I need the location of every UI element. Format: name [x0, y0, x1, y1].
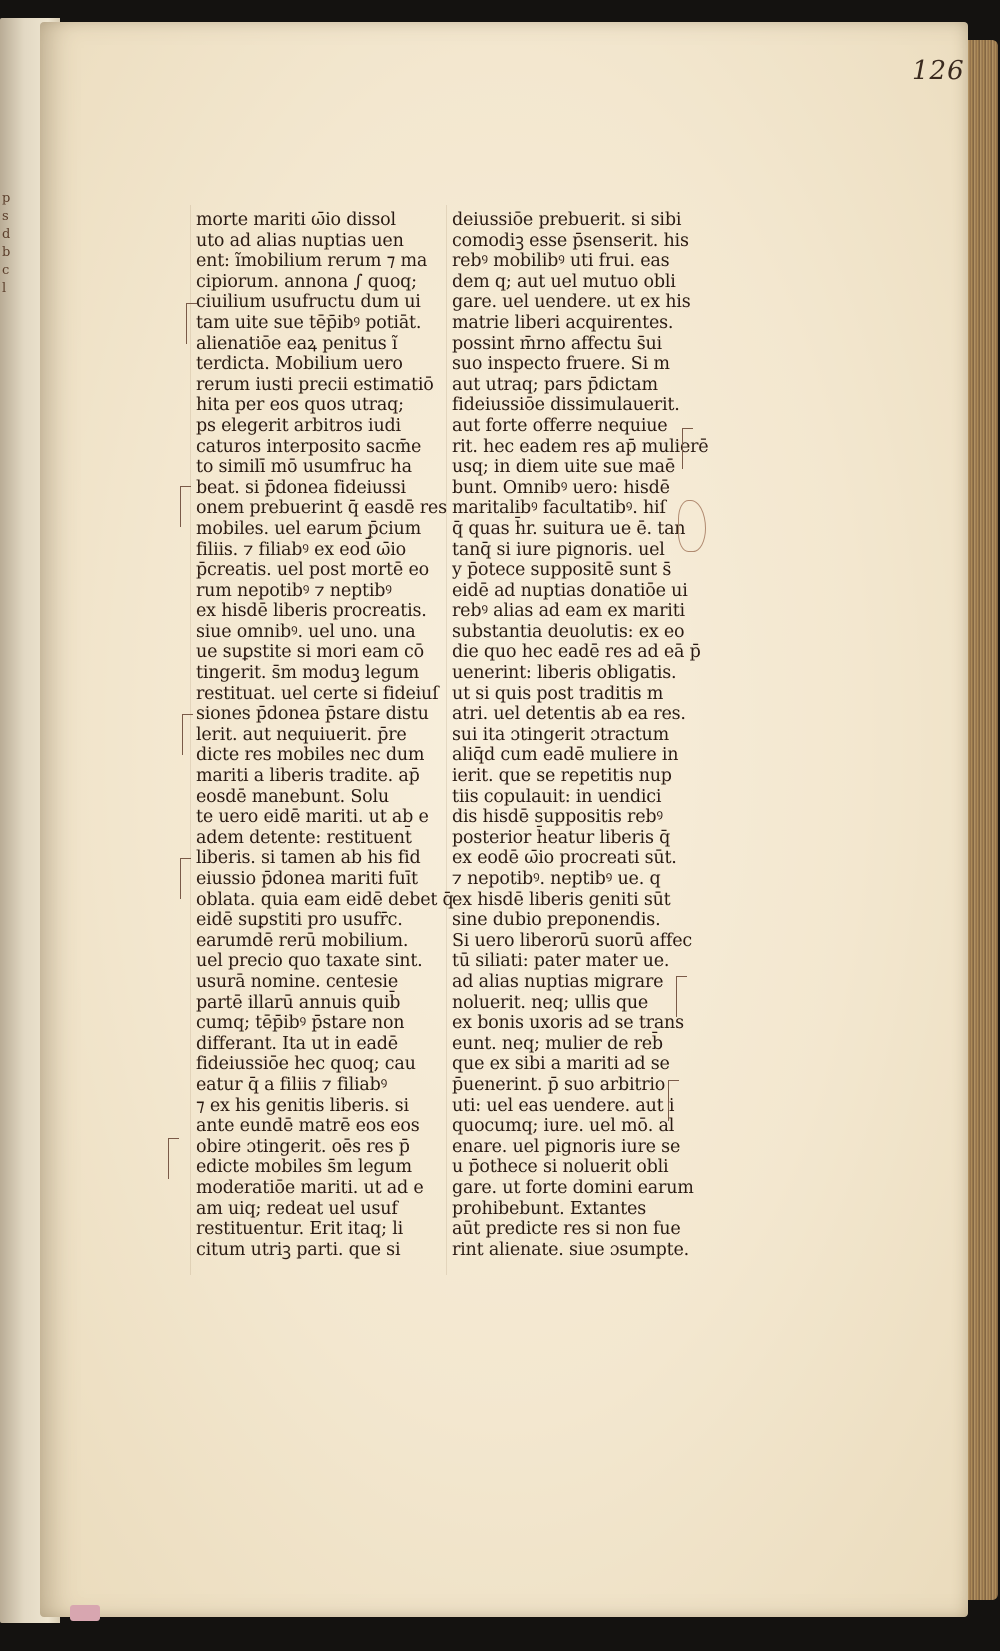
text-line: q̄ quas h̄r. suitura ue ē. tan	[452, 518, 686, 539]
text-line: lerit. aut nequiuerit. p̄re	[196, 724, 407, 745]
text-line: mariti a liberis tradite. ap̄	[196, 766, 420, 787]
text-line: rint alienate. siue ɔsumpte.	[452, 1239, 689, 1260]
text-line: possint m̄rno affectu s̄ui	[452, 333, 662, 354]
text-line: enare. uel pignoris iure se	[452, 1136, 681, 1157]
text-line: p̄creatis. uel post mortē eo	[196, 560, 429, 581]
text-line: uel precio quo taxate sint.	[196, 951, 423, 972]
text-line: maritalibꝰ facultatibꝰ. hiſ	[452, 498, 666, 519]
paragraph-mark	[180, 486, 191, 527]
text-line: caturos interposito sacm̄e	[196, 436, 422, 457]
text-line: deiussiōe prebuerit. si sibi	[452, 210, 682, 230]
text-line: ex bonis uxoris ad se trans	[452, 1013, 684, 1034]
text-line: ierit. que se repetitis nup	[452, 766, 672, 787]
text-line: y p̄otece suppositē sunt s̄	[452, 560, 672, 581]
text-line: ex hisdē liberis geniti sūt	[452, 889, 671, 910]
text-line: quocumq; iure. uel mō. al	[452, 1116, 675, 1137]
text-line: atri. uel detentis ab ea res.	[452, 704, 686, 725]
text-line: bunt. Omnibꝰ uero: hisdē	[452, 477, 670, 498]
left-leaf-margin-letters: p s d b c l	[2, 191, 11, 296]
text-line: ciuilium usufructu dum ui	[196, 292, 421, 313]
text-line: eatur q̄ a filiis ⁊ filiabꝰ	[196, 1074, 388, 1095]
text-line: p̄uenerint. p̄ suo arbitrio	[452, 1074, 666, 1095]
ruling-line-b	[446, 205, 447, 1275]
text-column-left	[196, 210, 454, 1260]
text-line: eidē ad nuptias donatiōe ui	[452, 580, 688, 601]
text-line: prohibebunt. Extantes	[452, 1198, 646, 1219]
text-line: ue suꝑstite si mori eam cō	[196, 642, 424, 663]
text-line: uti: uel eas uendere. aut i	[452, 1095, 675, 1116]
text-line: fideiussiōe dissimulauerit.	[452, 395, 680, 416]
text-line: ad alias nuptias migrare	[452, 971, 664, 992]
text-line: ex hisdē liberis procreatis.	[196, 601, 427, 622]
text-line: sine dubio preponendis.	[452, 910, 661, 931]
text-line: posterior h̄eatur liberis q̄	[452, 827, 671, 848]
text-line: tam uite sue tēp̄ibꝰ potiāt.	[196, 312, 422, 333]
text-line: rit. hec eadem res ap̄ mulierē	[452, 436, 709, 457]
text-line: substantia deuolutis: ex eo	[452, 621, 685, 642]
text-line: aliq̄d cum eadē muliere in	[452, 745, 679, 766]
text-line: cumq; tēp̄ibꝰ p̄stare non	[196, 1013, 405, 1034]
text-line: Si uero liberorū suorū affec	[452, 930, 693, 951]
text-line: gare. ut forte domini earum	[452, 1177, 694, 1198]
text-line: suo inspecto fruere. Si m	[452, 354, 670, 375]
text-line: comodiꝫ esse p̄senserit. his	[452, 230, 689, 251]
paragraph-mark	[682, 428, 693, 469]
text-line: eiussio p̄donea mariti fuīt	[196, 869, 418, 889]
text-line: moderatiōe mariti. ut ad e	[196, 1177, 424, 1198]
text-line: terdicta. Mobilium uero	[196, 354, 403, 375]
text-line: morte mariti ω̄io dissol	[196, 210, 396, 230]
text-line: que ex sibi a mariti ad se	[452, 1054, 670, 1075]
text-line: eunt. neq; mulier de reb̄	[452, 1033, 663, 1054]
text-line: die quo hec eadē res ad eā p̄	[452, 642, 701, 663]
paragraph-mark	[668, 1080, 679, 1121]
text-line: dis hisdē suppositis rebꝰ	[452, 807, 663, 828]
text-line: sui ita ɔtingerit ɔtractum	[452, 724, 669, 745]
text-line: uto ad alias nuptias uen	[196, 230, 404, 251]
text-line: dicte res mobiles nec dum	[196, 745, 425, 766]
text-line: filiis. ⁊ filiabꝰ ex eod̄ ω̄io	[196, 539, 406, 560]
text-line: am uiq; redeat uel usuf	[196, 1198, 398, 1219]
text-line: ante eundē matrē eos eos	[196, 1116, 420, 1137]
text-line: tanq̄ si iure pignoris. uel	[452, 539, 665, 560]
text-line: alienatiōe eaꝝ penitus ĩ	[196, 333, 398, 354]
text-line: rebꝰ mobilibꝰ uti frui. eas	[452, 251, 670, 272]
paragraph-mark	[168, 1138, 179, 1179]
text-line: ps elegerit arbitros iudi	[196, 415, 401, 436]
text-line: mobiles. uel earum p̄cium	[196, 518, 422, 539]
text-line: earumdē rerū mobilium.	[196, 930, 409, 951]
text-line: eosdē manebunt. Solu	[196, 786, 389, 807]
text-line: citum utriꝫ parti. que si	[196, 1239, 401, 1260]
text-line: siones p̄donea p̄stare distu	[196, 704, 429, 725]
text-line: rebꝰ alias ad eam ex mariti	[452, 601, 685, 622]
text-line: uenerint: liberis obligatis.	[452, 663, 677, 684]
text-line: ent: ĩmobilium rerum ⁊ ma	[196, 251, 428, 272]
text-line: to similī mō usumfruc ha	[196, 457, 412, 478]
paragraph-mark	[182, 714, 193, 755]
text-line: ex eodē ω̄io procreati sūt.	[452, 848, 677, 869]
text-line: u p̄othece si noluerit obli	[452, 1157, 669, 1178]
text-line: onem prebuerint q̄ easdē res	[196, 498, 447, 519]
paragraph-mark	[676, 976, 687, 1017]
text-line: restituentur. Erit itaq; li	[196, 1219, 403, 1240]
text-line: siue omnibꝰ. uel uno. una	[196, 621, 416, 642]
text-line: usq; in diem uite sue maē	[452, 457, 676, 478]
text-line: aut utraq; pars p̄dictam	[452, 374, 658, 395]
text-line: partē illarū annuis quib̄	[196, 992, 401, 1013]
text-line: eidē suꝑstiti pro usufr̄c.	[196, 910, 403, 931]
text-line: matrie liberi acquirentes.	[452, 312, 674, 333]
text-column-right	[452, 210, 709, 1260]
text-line: gare. uel uendere. ut ex his	[452, 292, 691, 313]
text-line: ⁊ nepotibꝰ. neptibꝰ ue. q	[452, 869, 661, 889]
text-line: usurā nomine. centesie	[196, 971, 398, 992]
text-line: edicte mobiles s̄m legum	[196, 1157, 412, 1178]
text-line: liberis. si tamen ab his fid	[196, 848, 421, 869]
text-line: differant. Ita ut in eadē	[196, 1033, 398, 1054]
text-line: cipiorum. annona ∫ quoq;	[196, 271, 417, 292]
text-line: aūt predicte res si non fue	[452, 1219, 681, 1240]
text-line: dem q; aut uel mutuo obli	[452, 271, 676, 292]
text-line: ut si quis post traditis m	[452, 683, 664, 704]
text-line: tiis copulauit: in uendici	[452, 786, 662, 807]
text-line: noluerit. neq; ullis que	[452, 992, 649, 1013]
text-line: tingerit. s̄m moduꝫ legum	[196, 663, 420, 684]
paragraph-mark	[180, 858, 191, 899]
text-line: ⁊ ex his genitis liberis. si	[196, 1095, 409, 1116]
text-line: hita per eos quos utraq;	[196, 395, 404, 416]
folio-number: 126	[912, 56, 965, 86]
text-line: obire ɔtingerit. oēs res p̄	[196, 1136, 410, 1157]
text-line: oblata. quia eam eidē debet q̄	[196, 889, 454, 910]
bookmark-tab	[70, 1605, 100, 1621]
text-line: aut forte offerre nequiue	[452, 415, 668, 436]
text-line: fideiussiōe hec quoq; cau	[196, 1054, 416, 1075]
text-line: rerum iusti precii estimatiō	[196, 374, 434, 395]
paragraph-mark	[186, 303, 197, 344]
text-line: te uero eidē mariti. ut ab e	[196, 807, 429, 828]
text-line: beat. si p̄donea fideiussi	[196, 477, 406, 498]
text-line: tū siliati: pater mater ue.	[452, 951, 670, 972]
text-line: restituat. uel certe si fideiuſ	[196, 683, 439, 704]
text-line: rum nepotibꝰ ⁊ neptibꝰ	[196, 580, 392, 601]
text-line: adem detente: restituent̄	[196, 827, 412, 848]
